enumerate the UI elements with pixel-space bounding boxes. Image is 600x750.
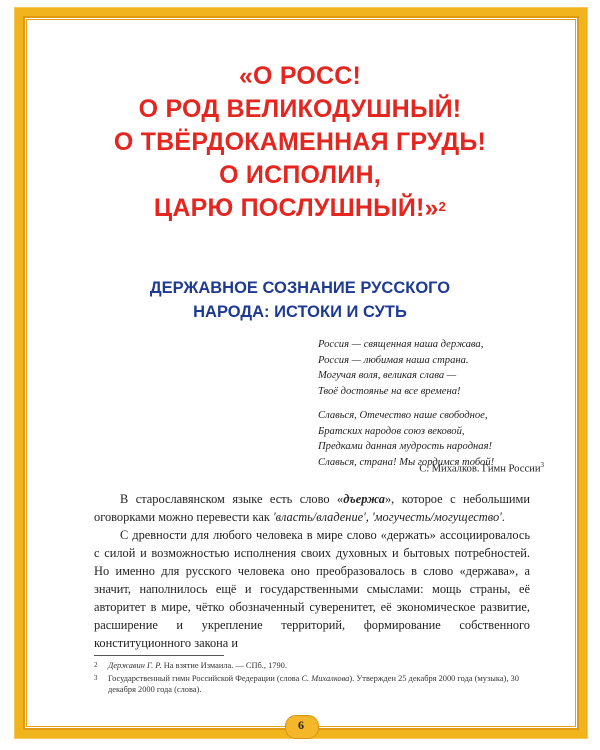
footnote-number: 3 [94, 674, 98, 682]
paragraph: С древности для любого человека в мире слово «держать» ассоциировалось с силой и возможностью исполнения своих духовных и бытовых потребностей. Но именно для русского человека оно преобразовалось в слово «держава», а значит, наполнилось ещё и государственными смыслами: мощь страны, её авторитет в мире, чётко обозначенный суверенитет, её экономическое развитие, расширение и укрепление территорий, формирование собственного конституционного закона и [94, 528, 530, 650]
epigraph [40, 60, 560, 225]
poem-stanza [318, 337, 548, 399]
poem-line: Славься, Отечество наше свободное, [318, 410, 488, 421]
epigraph-line-text: ЦАРЮ ПОСЛУШНЫЙ!» [153, 194, 439, 222]
attribution-footnote-ref[interactable]: 3 [540, 461, 544, 469]
footnote-body: На взятие Измаила. — СПб., 1790. [161, 661, 287, 670]
epigraph-line: «О РОСС! [238, 62, 362, 90]
attribution-text: С. Михалков. Гимн России [419, 463, 541, 475]
poem-line: Могучая воля, великая слава — [318, 370, 457, 381]
poem-line: Россия — любимая наша страна. [318, 354, 469, 366]
paragraph [94, 490, 530, 526]
poem-line: Братских народов союз вековой, [318, 425, 465, 437]
body-text [94, 490, 530, 652]
footnotes [94, 660, 530, 697]
section-heading [90, 276, 510, 324]
poem-line: Предками данная мудрость народная! [318, 441, 493, 452]
paragraph-text: В старославянском языке есть слово « [120, 492, 344, 506]
old-slavonic-word: дъержа [343, 492, 385, 506]
epigraph-line-last [40, 192, 560, 225]
footnote-body: ). Утвержден 25 декабря 2000 года (музыка), 30 декабря 2000 года (слова). [108, 674, 519, 694]
footnote-author: Державин Г. Р. [108, 661, 162, 670]
footnote-number: 2 [94, 661, 98, 669]
translation-terms: 'власть/владение', 'могучесть/могущество' [272, 510, 502, 524]
footnote-divider [94, 655, 224, 656]
heading-line: ДЕРЖАВНОЕ СОЗНАНИЕ РУССКОГО [149, 279, 451, 297]
poem-line: Твоё достоянье на все времена! [318, 385, 461, 397]
poem-epigraph [318, 337, 548, 479]
footnote [94, 660, 530, 671]
footnote-author: С. Михалкова [301, 674, 350, 683]
epigraph-line: О ИСПОЛИН, [219, 161, 381, 189]
page-number: 6 [298, 718, 304, 732]
footnote-text [108, 673, 530, 695]
footnote-body: Государственный гимн Российской Федерации (слова [108, 674, 302, 683]
paragraph-text: . [501, 510, 505, 524]
epigraph-line: О ТВЁРДОКАМЕННАЯ ГРУДЬ! [113, 128, 487, 156]
paragraph-text: », которое с небольшими оговорками можно перевести как [94, 492, 530, 524]
footnote-text [108, 660, 530, 671]
poem-line: Россия — священная наша держава, [318, 339, 484, 350]
epigraph-footnote-ref[interactable]: 2 [438, 199, 447, 214]
epigraph-line: О РОД ВЕЛИКОДУШНЫЙ! [138, 95, 462, 123]
page-number-badge [285, 715, 317, 737]
footnote [94, 673, 530, 695]
heading-line: НАРОДА: ИСТОКИ И СУТЬ [193, 303, 407, 321]
poem-attribution [318, 461, 544, 475]
poem-line: Славься, страна! Мы гордимся тобой! [318, 456, 495, 468]
